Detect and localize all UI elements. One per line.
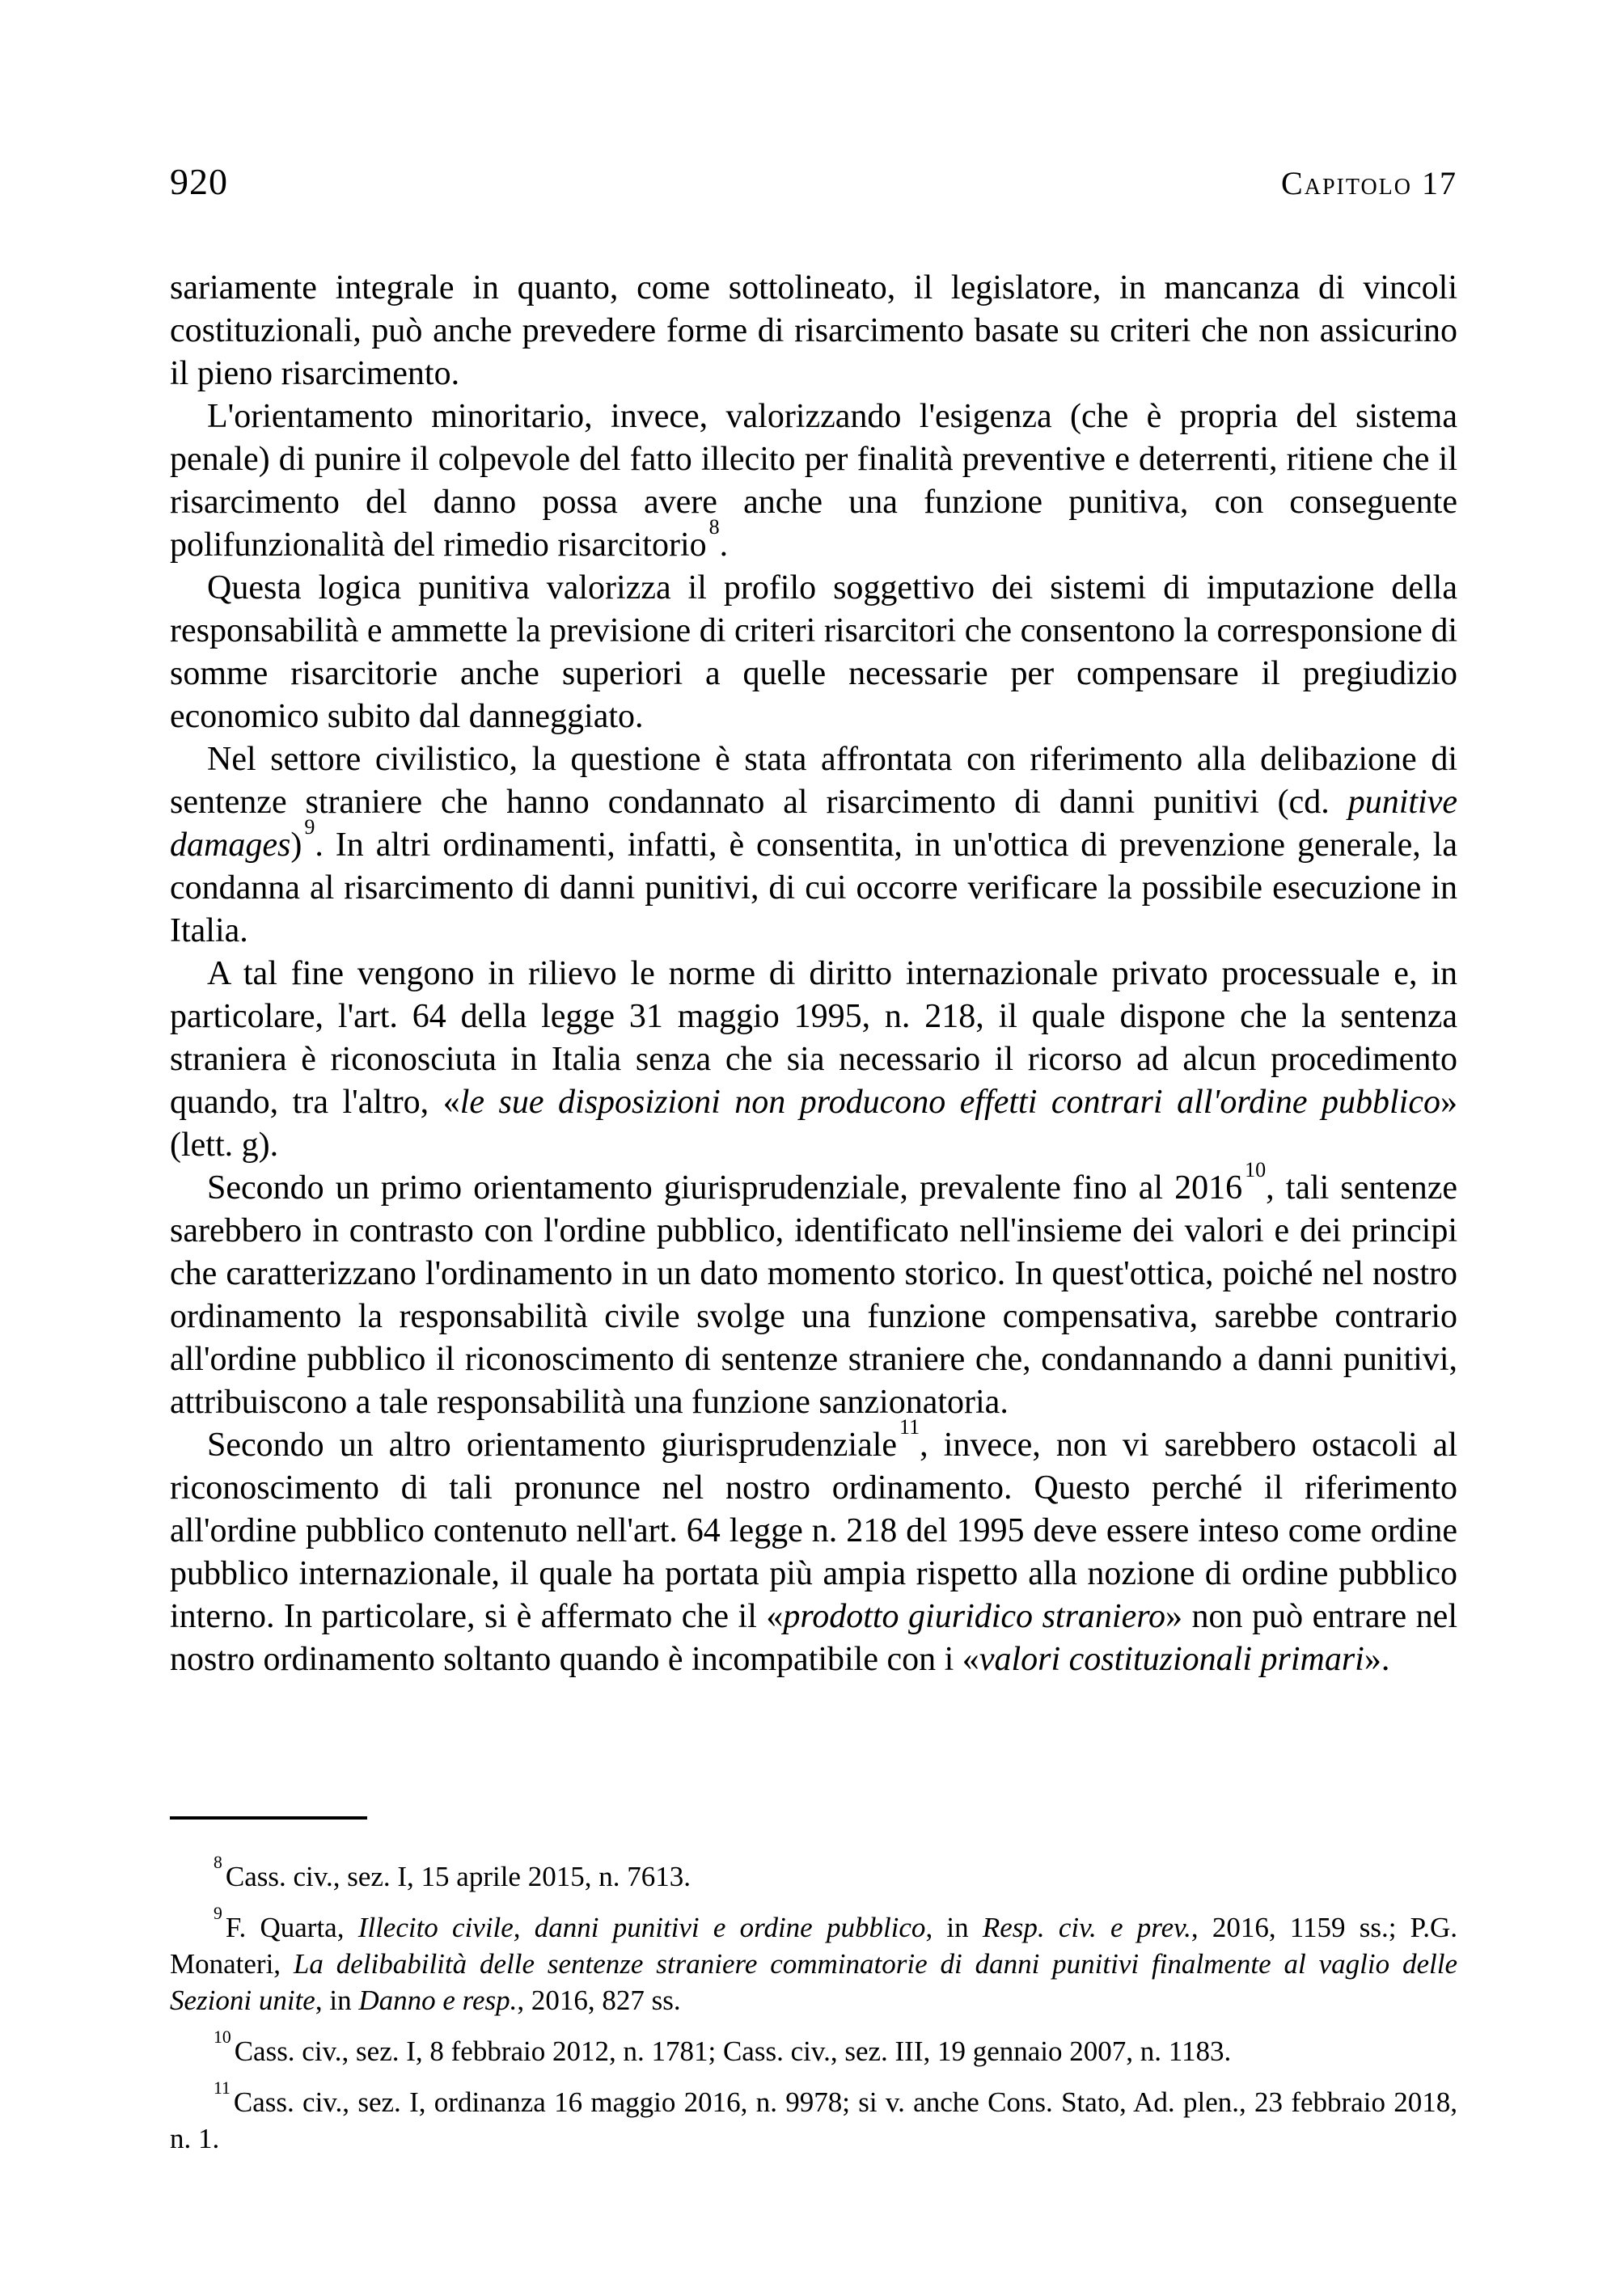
italic-run: prodotto giuridico straniero (783, 1598, 1166, 1635)
footnote-separator-rule (170, 1816, 367, 1820)
footnote-list (170, 1852, 1458, 2157)
page-number: 920 (170, 161, 228, 202)
footnote-marker: 11 (214, 2078, 230, 2098)
footnote-section (170, 1816, 1457, 2171)
text-run: Questa logica punitiva valorizza il profilo soggettivo dei sistemi di imputazione della responsabilità e ammette la previsione di criteri risarcitori che consentono la corresponsione di somme risarcitorie anche superiori a quelle necessarie per compensare il pregiudizio economico subito dal danneggiato. (170, 569, 1457, 735)
italic-run: le sue disposizioni non producono effetti contrari all'ordine pubblico (459, 1084, 1440, 1121)
footnote-ref: 10 (1245, 1158, 1267, 1182)
text-run: » (lett. g). (170, 1084, 1457, 1164)
text-run: ». (1364, 1641, 1390, 1678)
body-paragraph (170, 1158, 1458, 1424)
body-paragraph (170, 1415, 1457, 1681)
text-run: , in (925, 1912, 983, 1943)
text-run: A tal fine vengono in rilievo le norme di diritto internazionale privato processuale e, in particolare, l'art. 64 della legge 31 maggio 1995, n. 218, il quale dispone che la sentenza straniera è riconosciuta in Italia senza che sia necessario il ricorso ad alcun procedimento quando, tra l'altro, « (170, 955, 1457, 1121)
body-paragraph (170, 953, 1457, 1167)
footnote-ref: 9 (304, 815, 315, 839)
text-run: Nel settore civilistico, la questione è stata affrontata con riferimento alla delibazione di sentenze straniere che hanno condannato al risarcimento di danni punitivi (cd. (170, 741, 1457, 821)
text-run: Secondo un primo orientamento giurisprudenziale, prevalente fino al 2016 (207, 1169, 1243, 1207)
italic-run: punitive damages (170, 784, 1457, 864)
footnote-marker: 9 (214, 1903, 222, 1923)
footnote-item (170, 1852, 1457, 1895)
text-run: Secondo un altro orientamento giurisprudenziale (207, 1427, 898, 1464)
running-header (170, 160, 1457, 203)
footnote-marker: 8 (214, 1852, 222, 1872)
italic-run: La delibabilità delle sentenze straniere comminatorie di danni punitivi finalmente al vaglio delle Sezioni unite (170, 1948, 1457, 2016)
footnote-marker: 10 (214, 2027, 231, 2047)
italic-run: Resp. civ. e prev. (982, 1912, 1191, 1943)
text-run: , 2016, 827 ss. (517, 1985, 681, 2016)
body-paragraph (170, 395, 1457, 567)
footnote-item (170, 2027, 1457, 2069)
text-run: , 2016, 1159 ss.; P.G. Monateri, (170, 1912, 1458, 1980)
italic-run: Illecito civile, danni punitivi e ordine pubblico (357, 1912, 926, 1943)
chapter-label: Capitolo 17 (1281, 165, 1457, 201)
text-run: . (719, 526, 729, 564)
text-run: ) (290, 826, 302, 864)
footnote-item (170, 1903, 1458, 2018)
text-run: » non può entrare nel nostro ordinamento soltanto quando è incompatibile con i « (170, 1598, 1457, 1678)
text-run: sariamente integrale in quanto, come sottolineato, il legislatore, in mancanza di vincoli costituzionali, può anche prevedere forme di risarcimento basate su criteri che non assicurino il pieno risarcimento. (170, 269, 1457, 392)
text-run: Cass. civ., sez. I, ordinanza 16 maggio 2016, n. 9978; si v. anche Cons. Stato, Ad. plen., 23 febbraio 2018, n. 1. (170, 2086, 1457, 2154)
body-text (170, 267, 1457, 1681)
footnote-ref: 8 (708, 515, 720, 539)
italic-run: valori costituzionali primari (979, 1641, 1364, 1678)
body-paragraph (170, 738, 1457, 953)
text-run: Cass. civ., sez. I, 8 febbraio 2012, n. 1781; Cass. civ., sez. III, 19 gennaio 2007, n. 1183. (234, 2035, 1232, 2067)
text-run: , tali sentenze sarebbero in contrasto con l'ordine pubblico, identificato nell'insieme dei valori e dei principi che caratterizzano l'ordinamento in un dato momento storico. In quest'ottica, poiché nel nostro ordinamento la responsabilità civile svolge una funzione compensativa, sarebbe contrario all'ordine pubblico il riconoscimento di sentenze straniere che, condannando a danni punitivi, attribuiscono a tale responsabilità una funzione sanzionatoria. (170, 1169, 1458, 1421)
text-run: . In altri ordinamenti, infatti, è consentita, in un'ottica di prevenzione generale, la condanna al risarcimento di danni punitivi, di cui occorre verificare la possibile esecuzione in Italia. (170, 826, 1457, 949)
text-run: , invece, non vi sarebbero ostacoli al riconoscimento di tali pronunce nel nostro ordinamento. Questo perché il riferimento all'ordine pubblico contenuto nell'art. 64 legge n. 218 del 1995 deve essere inteso come ordine pubblico internazionale, il quale ha portata più ampia rispetto alla nozione di ordine pubblico interno. In particolare, si è affermato che il « (170, 1427, 1457, 1635)
body-paragraph (170, 567, 1457, 738)
footnote-item (170, 2078, 1457, 2157)
body-paragraph (170, 267, 1457, 395)
footnote-ref: 11 (899, 1415, 920, 1439)
text-run: Cass. civ., sez. I, 15 aprile 2015, n. 7613. (225, 1861, 691, 1892)
text-run: , in (315, 1985, 359, 2016)
text-run: F. Quarta, (225, 1912, 358, 1943)
italic-run: Danno e resp. (358, 1985, 518, 2016)
text-run: L'orientamento minoritario, invece, valorizzando l'esigenza (che è propria del sistema penale) di punire il colpevole del fatto illecito per finalità preventive e deterrenti, ritiene che il risarcimento del danno possa avere anche una funzione punitiva, con conseguente polifunzionalità del rimedio risarcitorio (170, 398, 1457, 564)
